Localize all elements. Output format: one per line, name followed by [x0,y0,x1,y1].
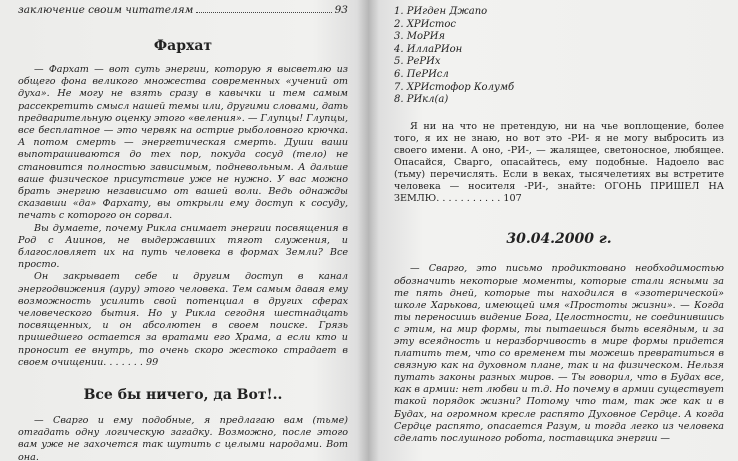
paragraph-1: — Фархат — вот суть энергии, которую я высветлю из общего фона великого множества современных «учений от духа». Не могу не взять сразу в кавычки и тем самым рассекретить смысл нашей темы или, другими словами, дать предварительную оценку этого «веления». — Глупцы! Глупцы, все бесплатное — это червяк на острие рыболовного крючка. А потом смерть — энергетическая смерть. Души ваши выпотрашиваются до тех пор, покуда сосуд (тело) не становится полностью зависимым, подневольным. А дальше ваше физическое присутствие уже не нужно. У вас можно брать энергию независимо от вашей воли. Ведь однажды сказавши «да» Фархату, вы открыли ему доступ к сосуду, печать с которого он сорвал. [18,64,348,222]
right-page [368,0,738,461]
right-paragraph-1-text: Я ни на что не претендую, ни на чье воплощение, более того, я их не знаю, но вот это -РИ- я не могу выбросить из своего имени. А оно, -РИ-, — жалящее, светоносное, любящее. Опасайся, Сварго, опасайтесь, ему подобные. Надоело вас (тьму) перечислять. Если в веках, тысячелетиях вы встретите человека — носителя -РИ-, знайте: ОГОНЬ ПРИШЕЛ НА ЗЕМЛЮ. [394,120,724,205]
paragraph-4: — Сварго и ему подобные, я предлагаю вам (тьме) отгадать одну логическую загадку. Возможно, после этого вам уже не захочется так шутить с целыми народами. Вот она. [18,415,348,461]
list-item: 5. РеРИх [394,56,441,68]
names-list [394,6,724,107]
right-paragraph-1: Я ни на что не претендую, ни на чье воплощение, более того, я их не знаю, но вот это -РИ- я не могу выбросить из своего имени. А оно, -РИ-, — жалящее, светоносное, любящее. Опасайся, Сварго, опасайтесь, ему подобные. Надоело вас (тьму) перечислять. Если в веках, тысячелетиях вы встретите человека — носителя -РИ-, знайте: ОГОНЬ ПРИШЕЛ НА ЗЕМЛЮ. . . . . . . . . . . 107 [394,120,724,205]
list-item: 3. МоРИя [394,31,446,43]
letter-date: 30.04.2000 г. [506,231,612,248]
paragraph-3: Он закрывает себе и другим доступ в канал энергодвижения (ауру) этого человека. Тем самым давая ему возможность усилить свой потенциал в других сферах человеческого бытия. Но у Рикла сегодня шестнадцать посвященных, и он абсолютен в своем поиске. Грязь пришедшего остается за вратами его Храма, а если кто и проносит ее внутрь, то очень скоро жестоко страдает в своем очищении. . . . . . . 99 [18,271,348,368]
right-paragraph-2: — Сварго, это письмо продиктовано необходимостью обозначить некоторые моменты, которые стали ясными за те пять дней, которые ты находился в «эзотерической» школе Харькова, имеющей имя «Простоты жизни». — Когда ты переносишь видение Бога, Целостности, не соединившись с этим, на мир формы, ты пытаешься быть всеядным, и за эту всеядность и неразборчивость в мире формы придется платить тем, что со временем ты можешь превратиться в связную как на духовном плане, так и на физическом. Нельзя путать законы разных миров. — Ты говорил, что в Будах все, как в армии: нет любви и т.д. Но почему в армии существует такой порядок жизни? Потому что там, так же как и в Будах, на огромном кресле распято Духовное Сердце. А когда Сердце распято, опасается Разум, и тогда легко из человека сделать послушного робота, поставщика энергии — [394,263,724,444]
section-heading-farhat: Фархат [153,38,213,54]
top-line-page: 93 [334,4,348,16]
left-page [0,0,368,461]
section-heading-vot: Все бы ничего, да Вот!.. [83,387,283,404]
list-item: 6. ПеРИсл [394,68,449,80]
paragraph-3-text: Он закрывает себе и другим доступ в канал энергодвижения (ауру) этого человека. Тем самым давая ему возможность усилить свой потенциал в других сферах человеческого бытия. Но у Рикла сегодня шестнадцать посвященных, и он абсолютен в своем поиске. Грязь пришедшего остается за вратами его Храма, а если кто и проносит ее внутрь, то очень скоро жестоко страдает в своем очищении. [18,271,348,368]
list-item: 8. РИкл(а) [394,94,449,106]
right-paragraph-1-page: 107 [503,193,522,205]
top-page-reference [18,4,348,16]
paragraph-3-page: 99 [146,356,159,368]
list-item: 2. ХРИстос [394,18,456,30]
dotted-leader [196,11,331,13]
list-item: 1. РИгден Джапо [394,6,488,17]
top-line-text: заключение своим читателям [18,4,194,16]
list-item: 7. ХРИстофор Колумб [394,81,515,93]
paragraph-2: Вы думаете, почему Рикла снимает энергии посвящения в Род с Аиинов, не выдержавших тягот служения, и благословляет их на путь человека в формах Земли? Все просто. [18,222,348,271]
list-item: 4. ИллаРИон [394,43,463,55]
